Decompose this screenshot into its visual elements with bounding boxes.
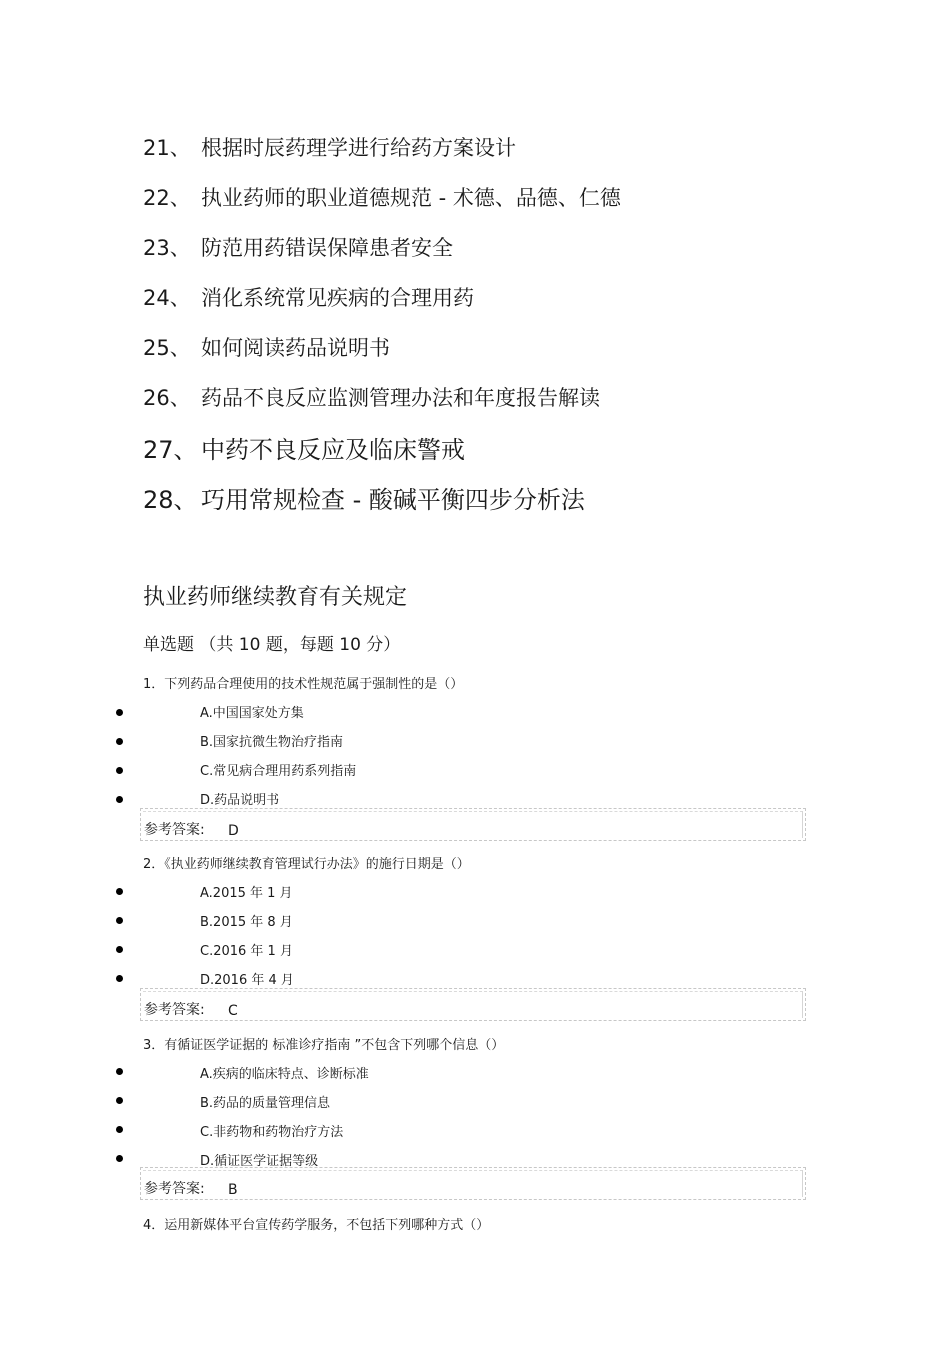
- course-title: 如何阅读药品说明书: [201, 336, 390, 360]
- bullet-icon: [116, 738, 123, 745]
- course-number: 21、: [143, 136, 191, 160]
- course-item: [143, 430, 465, 465]
- bullet-icon: [116, 1097, 123, 1104]
- question-text: 3．有循证医学证据的 标准诊疗指南 ”不包含下列哪个信息（）: [143, 1038, 505, 1053]
- bullet-icon: [116, 946, 123, 953]
- option-d: D.循证医学证据等级: [200, 1154, 319, 1169]
- bullet-icon: [116, 1155, 123, 1162]
- course-title: 执业药师的职业道德规范 - 术德、品德、仁德: [201, 186, 621, 210]
- course-title: 中药不良反应及临床警戒: [201, 436, 465, 464]
- course-title: 巧用常规检查 - 酸碱平衡四步分析法: [201, 486, 585, 514]
- section-subtitle: 单选题 （共 10 题，每题 10 分）: [143, 635, 401, 655]
- course-number: 28、: [143, 486, 198, 514]
- answer-box: [140, 1167, 806, 1200]
- option-c: C.常见病合理用药系列指南: [200, 764, 357, 779]
- option-a: A.中国国家处方集: [200, 706, 304, 721]
- course-item: [143, 182, 621, 212]
- option-c: C.非药物和药物治疗方法: [200, 1125, 344, 1140]
- course-title: 防范用药错误保障患者安全: [201, 236, 453, 260]
- course-title: 消化系统常见疾病的合理用药: [201, 286, 474, 310]
- answer-label: 参考答案:: [144, 1181, 205, 1197]
- option-b: B.国家抗微生物治疗指南: [200, 735, 344, 750]
- course-item: [143, 332, 390, 362]
- course-number: 23、: [143, 236, 191, 260]
- bullet-icon: [116, 709, 123, 716]
- bullet-icon: [116, 888, 123, 895]
- answer-label: 参考答案:: [144, 1002, 205, 1018]
- course-item: [143, 382, 600, 412]
- answer-box: [140, 808, 806, 841]
- option-a: A.疾病的临床特点、诊断标准: [200, 1067, 369, 1082]
- question-text: 4．运用新媒体平台宣传药学服务，不包括下列哪种方式（）: [143, 1218, 490, 1233]
- option-d: D.药品说明书: [200, 793, 280, 808]
- bullet-icon: [116, 1126, 123, 1133]
- answer-value: C: [228, 1003, 238, 1019]
- course-number: 26、: [143, 386, 191, 410]
- course-item: [143, 232, 453, 262]
- answer-value: D: [228, 823, 239, 839]
- question-text: 1．下列药品合理使用的技术性规范属于强制性的是（）: [143, 677, 464, 692]
- option-a: A.2015 年 1 月: [200, 886, 293, 901]
- option-b: B.2015 年 8 月: [200, 915, 293, 930]
- bullet-icon: [116, 975, 123, 982]
- option-b: B.药品的质量管理信息: [200, 1096, 331, 1111]
- option-c: C.2016 年 1 月: [200, 944, 293, 959]
- course-item: [143, 282, 474, 312]
- answer-value: B: [228, 1182, 238, 1198]
- section-title: 执业药师继续教育有关规定: [143, 585, 408, 610]
- bullet-icon: [116, 1068, 123, 1075]
- question-text: 2．《执业药师继续教育管理试行办法》的施行日期是（）: [143, 857, 470, 872]
- answer-label: 参考答案:: [144, 822, 205, 838]
- course-number: 25、: [143, 336, 191, 360]
- course-number: 24、: [143, 286, 191, 310]
- answer-box: [140, 988, 806, 1021]
- bullet-icon: [116, 917, 123, 924]
- bullet-icon: [116, 796, 123, 803]
- course-title: 根据时辰药理学进行给药方案设计: [201, 136, 516, 160]
- course-number: 27、: [143, 436, 198, 464]
- option-d: D.2016 年 4 月: [200, 973, 294, 988]
- course-item: [143, 480, 585, 515]
- bullet-icon: [116, 767, 123, 774]
- course-number: 22、: [143, 186, 191, 210]
- course-title: 药品不良反应监测管理办法和年度报告解读: [201, 386, 600, 410]
- course-item: [143, 132, 516, 162]
